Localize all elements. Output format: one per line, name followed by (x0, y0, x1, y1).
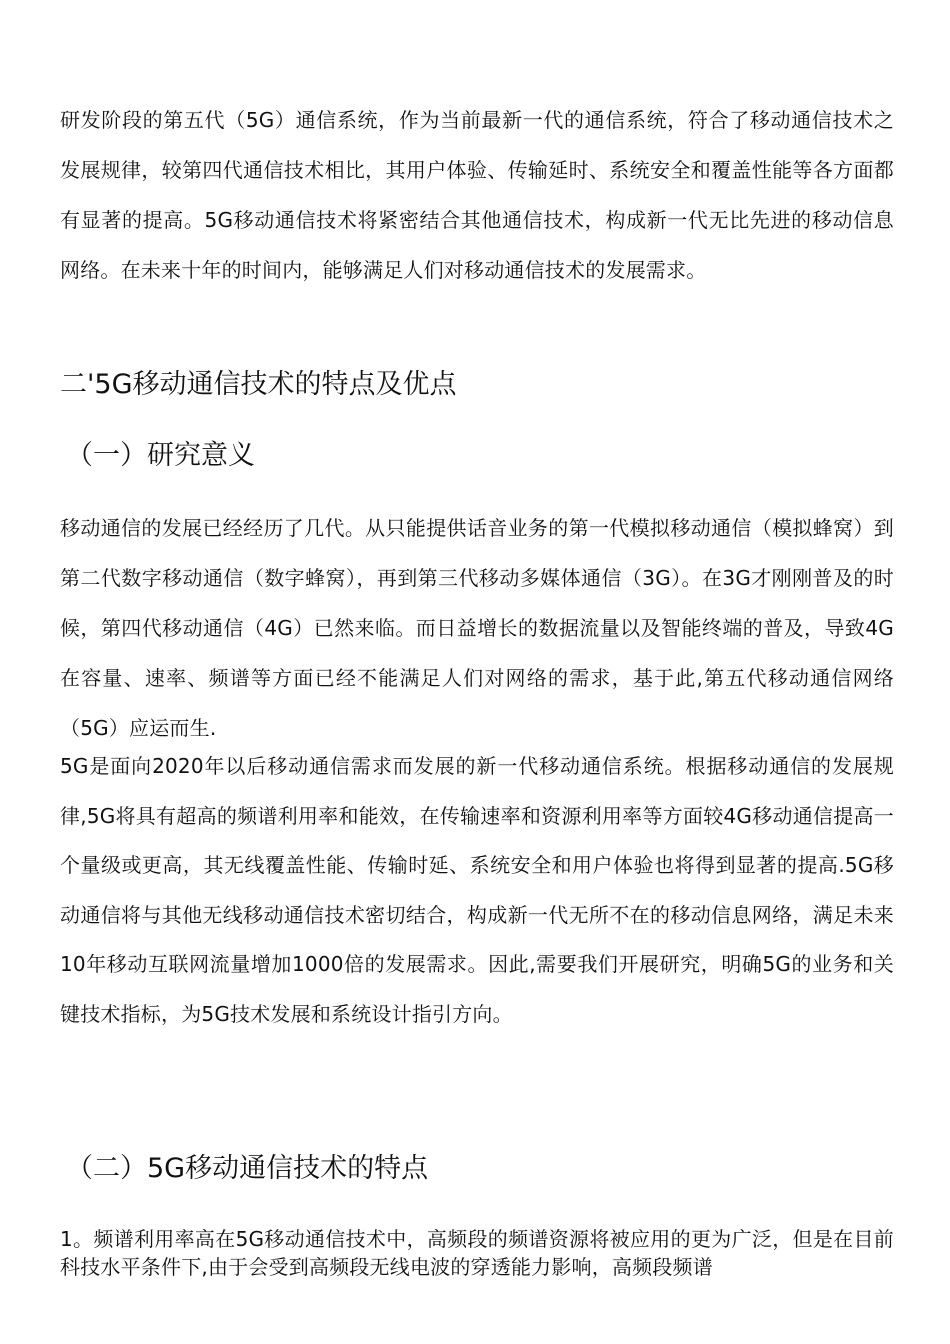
feature-item-spectrum-efficiency: 1。频谱利用率高在5G移动通信技术中，高频段的频谱资源将被应用的更为广泛，但是在目前科技水平条件下,由于会受到高频段无线电波的穿透能力影响，高频段频谱 (60, 1227, 894, 1279)
intro-paragraph: 研发阶段的第五代（5G）通信系统，作为当前最新一代的通信系统，符合了移动通信技术之发展规律，较第四代通信技术相比，其用户体验、传输延时、系统安全和覆盖性能等各方面都有显著的提高。5G移动通信技术将紧密结合其他通信技术，构成新一代无比先进的移动信息网络。在未来十年的时间内，能够满足人们对移动通信技术的发展需求。 (60, 108, 894, 282)
section-heading: 二'5G移动通信技术的特点及优点 (60, 369, 457, 400)
subsection-heading-research-significance: （一）研究意义 (66, 440, 255, 471)
5g-overview-paragraph: 5G是面向2020年以后移动通信需求而发展的新一代移动通信系统。根据移动通信的发展规律,5G将具有超高的频谱利用率和能效，在传输速率和资源利用率等方面较4G移动通信提高一个量级或更高，其无线覆盖性能、传输时延、系统安全和用户体验也将得到显著的提高.5G移动通信将与其他无线移动通信技术密切结合，构成新一代无所不在的移动信息网络，满足未来10年移动互联网流量增加1000倍的发展需求。因此,需要我们开展研究，明确5G的业务和关键技术指标，为5G技术发展和系统设计指引方向。 (60, 754, 894, 1026)
research-significance-paragraph: 移动通信的发展已经经历了几代。从只能提供话音业务的第一代模拟移动通信（模拟蜂窝）到第二代数字移动通信（数字蜂窝），再到第三代移动多媒体通信（3G）。在3G才刚刚普及的时候，第四代移动通信（4G）已然来临。而日益增长的数据流量以及智能终端的普及，导致4G在容量、速率、频谱等方面已经不能满足人们对网络的需求，基于此,第五代移动通信网络（5G）应运而生. (60, 516, 894, 740)
subsection-heading-5g-features: （二）5G移动通信技术的特点 (66, 1153, 429, 1184)
